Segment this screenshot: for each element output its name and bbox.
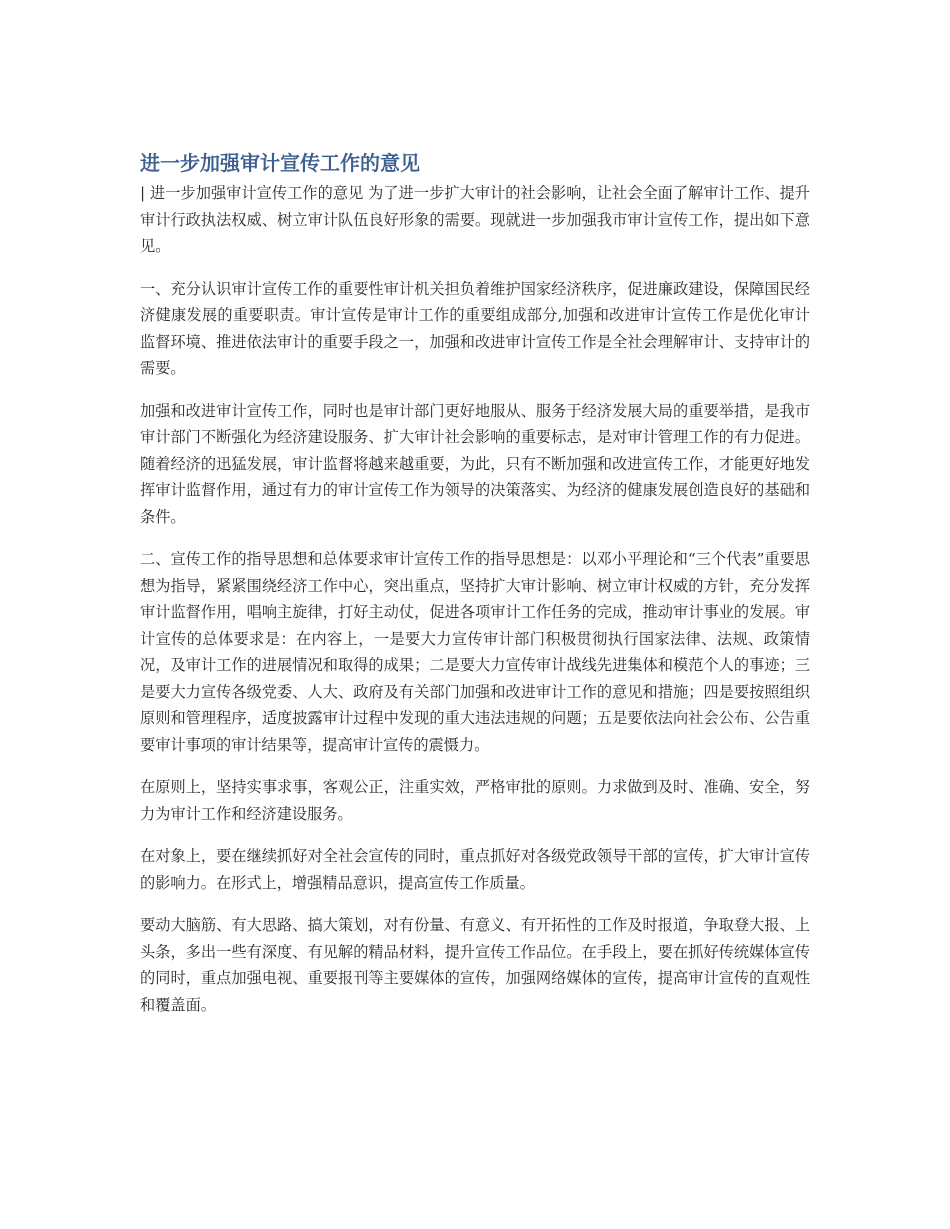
paragraph-section-1-cont: 加强和改进审计宣传工作，同时也是审计部门更好地服从、服务于经济发展大局的重要举措，是我市审计部门不断强化为经济建设服务、扩大审计社会影响的重要标志，是对审计管理工作的有力促进。随着经济的迅猛发展，审计监督将越来越重要，为此，只有不断加强和改进宣传工作，才能更好地发挥审计监督作用，通过有力的审计宣传工作为领导的决策落实、为经济的健康发展创造良好的基础和条件。 [140,401,810,526]
document-title: 进一步加强审计宣传工作的意见 [140,151,420,175]
document-page [140,146,810,1034]
paragraph-intro: | 进一步加强审计宣传工作的意见 为了进一步扩大审计的社会影响，让社会全面了解审计工作、提升审计行政执法权威、树立审计队伍良好形象的需要。现就进一步加强我市审计宣传工作，提出如下意见。 [140,184,810,255]
paragraph-section-2: 二、宣传工作的指导思想和总体要求审计宣传工作的指导思想是：以邓小平理论和“三个代表”重要思想为指导，紧紧围绕经济工作中心，突出重点，坚持扩大审计影响、树立审计权威的方针，充分发挥审计监督作用，唱响主旋律，打好主动仗，促进各项审计工作任务的完成，推动审计事业的发展。审计宣传的总体要求是：在内容上，一是要大力宣传审计部门积极贯彻执行国家法律、法规、政策情况，及审计工作的进展情况和取得的成果；二是要大力宣传审计战线先进集体和模范个人的事迹；三是要大力宣传各级党委、人大、政府及有关部门加强和改进审计工作的意见和措施；四是要按照组织原则和管理程序，适度披露审计过程中发现的重大违法违规的问题；五是要依法向社会公布、公告重要审计事项的审计结果等，提高审计宣传的震慑力。 [140,550,810,754]
paragraph-target: 在对象上，要在继续抓好对全社会宣传的同时，重点抓好对各级党政领导干部的宣传，扩大审计宣传的影响力。在形式上，增强精品意识，提高宣传工作质量。 [140,847,810,892]
paragraph-principle: 在原则上，坚持实事求事，客观公正，注重实效，严格审批的原则。力求做到及时、准确、安全，努力为审计工作和经济建设服务。 [140,778,810,823]
paragraph-method: 要动大脑筋、有大思路、搞大策划，对有份量、有意义、有开拓性的工作及时报道，争取登大报、上头条，多出一些有深度、有见解的精品材料，提升宣传工作品位。在手段上，要在抓好传统媒体宣传的同时，重点加强电视、重要报刊等主要媒体的宣传，加强网络媒体的宣传，提高审计宣传的直观性和覆盖面。 [140,916,810,1014]
paragraph-section-1: 一、充分认识审计宣传工作的重要性审计机关担负着维护国家经济秩序，促进廉政建设，保障国民经济健康发展的重要职责。审计宣传是审计工作的重要组成部分,加强和改进审计宣传工作是优化审计监督环境、推进依法审计的重要手段之一，加强和改进审计宣传工作是全社会理解审计、支持审计的需要。 [140,279,810,377]
